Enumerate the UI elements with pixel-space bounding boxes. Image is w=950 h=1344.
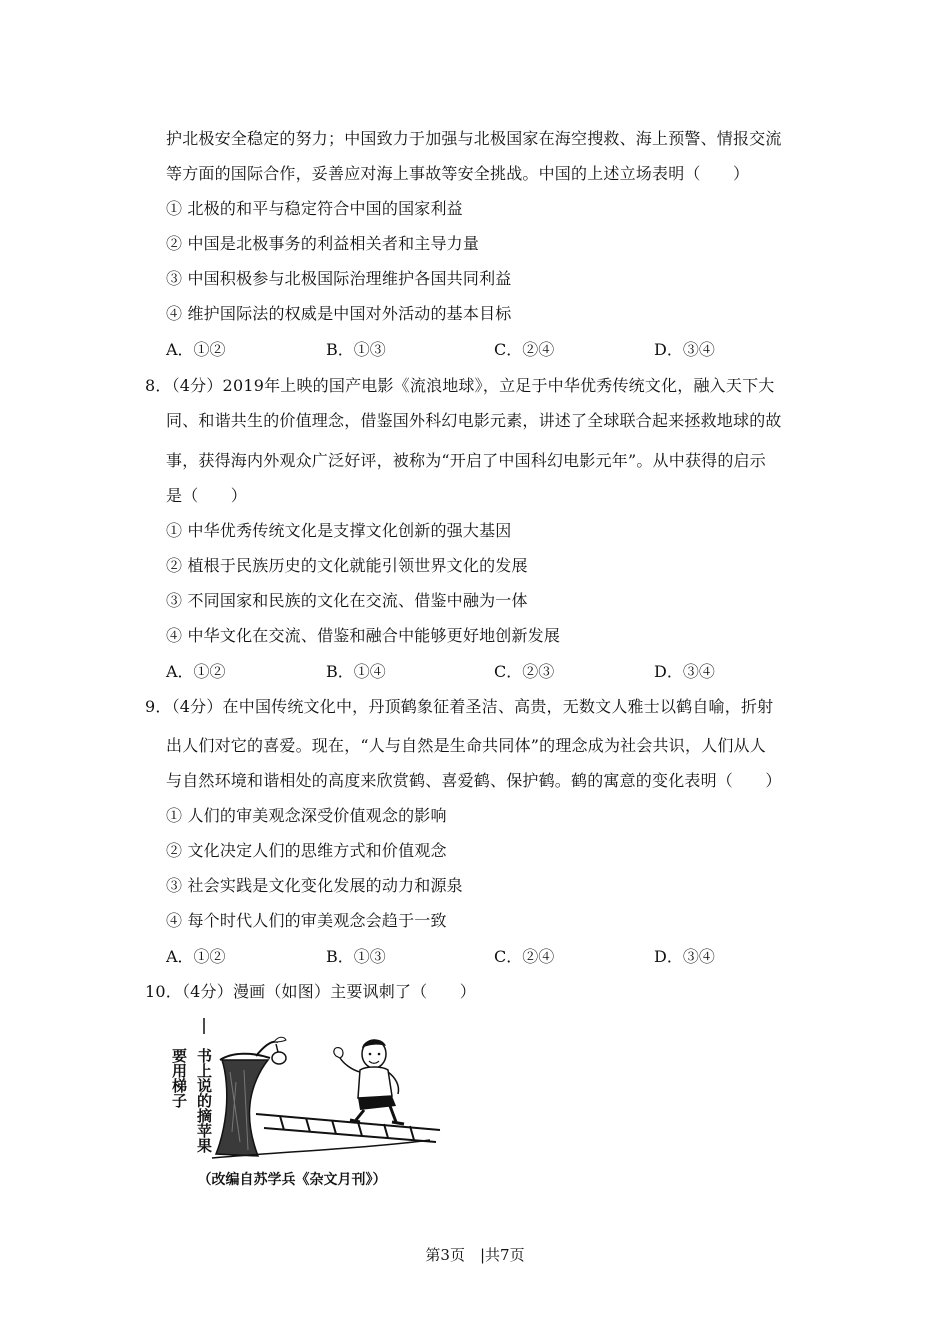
q8-item-4: ④ 中华文化在交流、借鉴和融合中能够更好地创新发展 — [166, 626, 561, 645]
q9-line-3: 与自然环境和谐相处的高度来欣赏鹤、喜爱鹤、保护鹤。鹤的寓意的变化表明（ ） — [166, 771, 782, 790]
page-footer: 第3页 |共7页 — [425, 1246, 525, 1264]
cartoon-text-left: 要用梯子 — [170, 1048, 188, 1108]
cartoon-text-right: 书上说的摘苹果 — [195, 1048, 213, 1153]
q9-option-c[interactable]: C．②④ — [494, 947, 555, 966]
q7-item-1: ① 北极的和平与稳定符合中国的国家利益 — [166, 199, 463, 218]
q8-line-2: 同、和谐共生的价值理念，借鉴国外科幻电影元素，讲述了全球联合起来拯救地球的故 — [166, 411, 782, 430]
man-drawing — [334, 1039, 404, 1124]
q9-item-2: ② 文化决定人们的思维方式和价值观念 — [166, 841, 447, 860]
q7-item-3: ③ 中国积极参与北极国际治理维护各国共同利益 — [166, 269, 512, 288]
ladder-drawing — [256, 1114, 440, 1142]
q7-line-2: 等方面的国际合作，妥善应对海上事故等安全挑战。中国的上述立场表明（ ） — [166, 164, 750, 183]
q10-line-1: 10．（4分）漫画（如图）主要讽刺了（ ） — [145, 982, 476, 1001]
q8-option-a[interactable]: A．①② — [166, 662, 226, 681]
q7-line-1: 护北极安全稳定的努力；中国致力于加强与北极国家在海空搜救、海上预警、情报交流 — [166, 129, 782, 148]
tree-drawing — [216, 1037, 286, 1156]
q8-option-b[interactable]: B．①④ — [326, 662, 386, 681]
q7-option-b[interactable]: B．①③ — [326, 340, 386, 359]
q8-line-3: 事，获得海内外观众广泛好评，被称为“开启了中国科幻电影元年”。从中获得的启示 — [166, 451, 766, 470]
q9-option-b[interactable]: B．①③ — [326, 947, 386, 966]
q9-line-1: 9．（4分）在中国传统文化中，丹顶鹤象征着圣洁、高贵，无数文人雅士以鹤自喻，折射 — [145, 697, 774, 716]
q8-item-3: ③ 不同国家和民族的文化在交流、借鉴中融为一体 — [166, 591, 528, 610]
q7-option-d[interactable]: D．③④ — [654, 340, 715, 359]
q9-option-d[interactable]: D．③④ — [654, 947, 715, 966]
q8-line-4: 是（ ） — [166, 486, 248, 505]
q7-option-c[interactable]: C．②④ — [494, 340, 555, 359]
cartoon-image — [160, 1012, 450, 1198]
q9-item-1: ① 人们的审美观念深受价值观念的影响 — [166, 806, 447, 825]
q8-option-d[interactable]: D．③④ — [654, 662, 715, 681]
q7-item-4: ④ 维护国际法的权威是中国对外活动的基本目标 — [166, 304, 512, 323]
q7-option-a[interactable]: A．①② — [166, 340, 226, 359]
q8-option-c[interactable]: C．②③ — [494, 662, 555, 681]
q7-item-2: ② 中国是北极事务的利益相关者和主导力量 — [166, 234, 480, 253]
q9-option-a[interactable]: A．①② — [166, 947, 226, 966]
q9-item-3: ③ 社会实践是文化变化发展的动力和源泉 — [166, 876, 463, 895]
q7-options — [166, 340, 806, 360]
q9-options — [166, 947, 806, 967]
q9-line-2: 出人们对它的喜爱。现在，“人与自然是生命共同体”的理念成为社会共识，人们从人 — [166, 736, 766, 755]
q8-options — [166, 662, 806, 682]
cartoon-caption: （改编自苏学兵《杂文月刊》） — [197, 1172, 387, 1188]
q9-item-4: ④ 每个时代人们的审美观念会趋于一致 — [166, 911, 447, 930]
q8-item-1: ① 中华优秀传统文化是支撑文化创新的强大基因 — [166, 521, 512, 540]
q8-item-2: ② 植根于民族历史的文化就能引领世界文化的发展 — [166, 556, 528, 575]
q8-line-1: 8．（4分）2019年上映的国产电影《流浪地球》，立足于中华优秀传统文化，融入天下大 — [145, 376, 775, 395]
